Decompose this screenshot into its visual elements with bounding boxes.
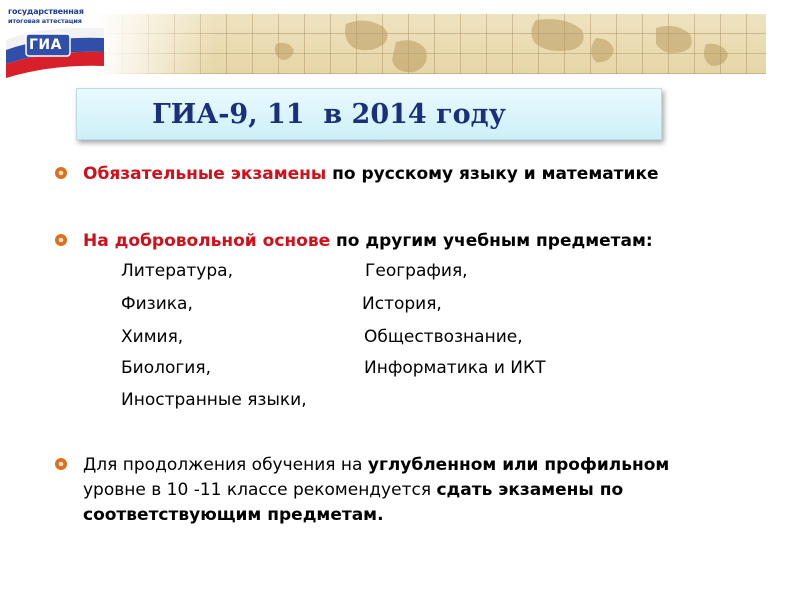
title-box <box>76 88 662 140</box>
logo-org-line-2: итоговая аттестация <box>8 17 82 25</box>
bullet-text <box>83 453 713 528</box>
bullet-text <box>83 229 653 254</box>
profile-text-intro: Для продолжения обучения на <box>83 455 368 475</box>
bullet-gear-icon <box>54 233 68 247</box>
gia-logo <box>0 4 112 80</box>
bullet-gear-icon <box>54 166 68 180</box>
logo-org-line-1: государственная <box>8 7 84 16</box>
subject-chemistry: Химия, <box>121 327 184 347</box>
mandatory-exams-label: Обязательные экзамены <box>83 164 327 184</box>
profile-text-level: углубленном или профильном <box>367 455 670 475</box>
subject-biology: Биология, <box>121 358 211 378</box>
map-banner <box>96 14 766 74</box>
voluntary-basis-label: На добровольной основе <box>83 231 331 251</box>
bullet-gear-icon <box>54 457 68 471</box>
subject-geography: География, <box>365 261 468 281</box>
subject-social-studies: Обществознание, <box>364 327 523 347</box>
bullet-item-profile <box>54 453 714 528</box>
bullet-item-voluntary <box>54 229 774 254</box>
voluntary-basis-subjects: по другим учебным предметам: <box>330 231 653 251</box>
subject-literature: Литература, <box>121 261 233 281</box>
subject-foreign-languages: Иностранные языки, <box>121 390 307 410</box>
subject-physics: Физика, <box>121 294 193 314</box>
bullet-item-mandatory <box>54 162 774 187</box>
logo-emblem-text: ГИА <box>29 37 62 53</box>
profile-text-recommendation: сдать экзамены по соответствующим предметам. <box>83 480 624 525</box>
slide-title: ГИА-9, 11 в 2014 году <box>152 98 506 130</box>
subject-history: История, <box>362 294 442 314</box>
banner-fade <box>96 14 216 74</box>
profile-text-grades: уровне в 10 -11 классе рекомендуется <box>83 480 437 500</box>
mandatory-exams-subjects: по русскому языку и математике <box>326 164 659 184</box>
subject-informatics: Информатика и ИКТ <box>364 358 546 378</box>
bullet-text <box>83 162 659 187</box>
